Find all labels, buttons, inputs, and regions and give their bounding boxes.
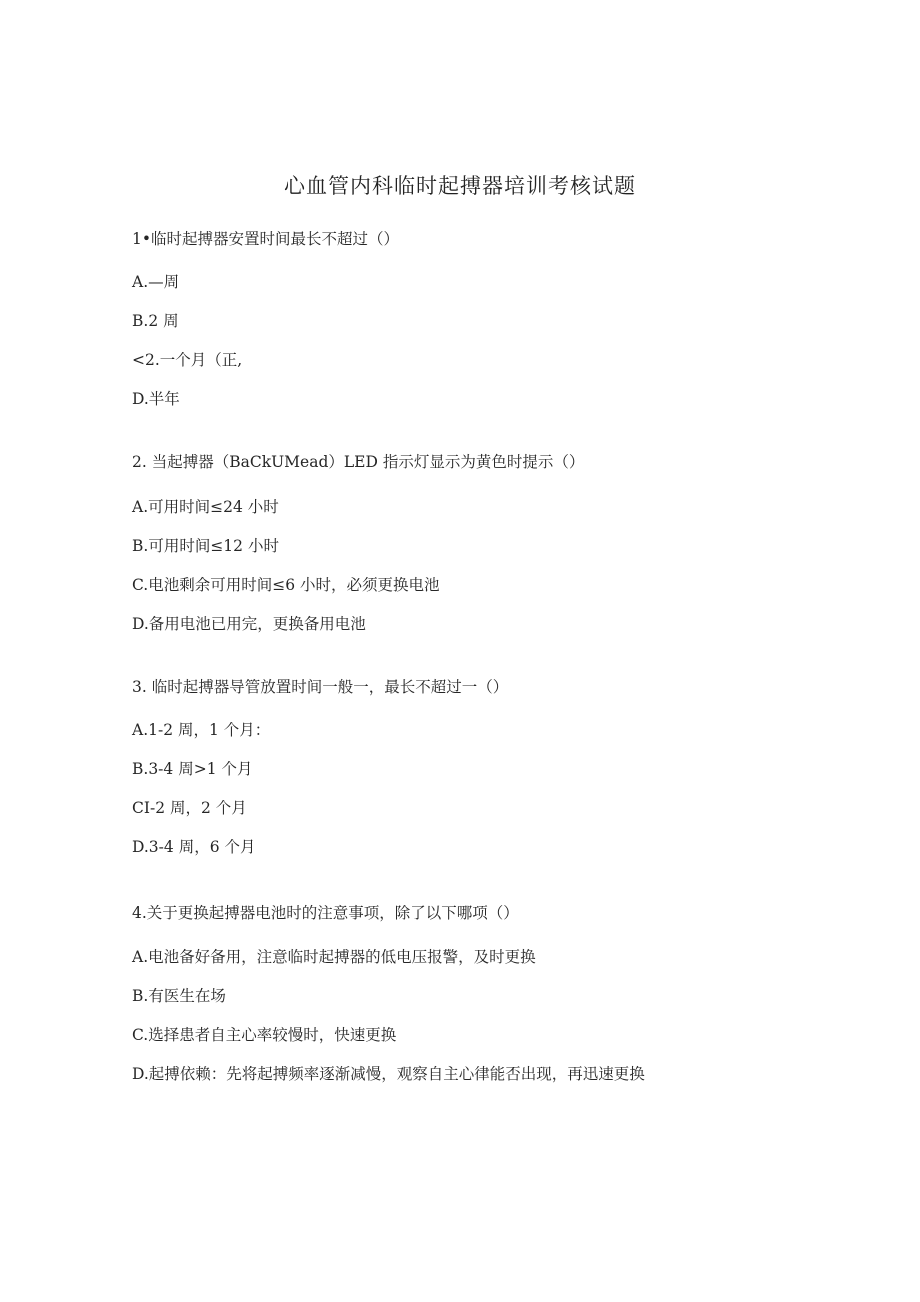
question-3-option-d: D.3-4 周，6 个月 bbox=[132, 838, 256, 856]
question-4-option-d: D.起搏依赖：先将起搏频率逐渐减慢，观察自主心律能否出现，再迅速更换 bbox=[132, 1065, 645, 1083]
question-4-option-a: A.电池备好备用，注意临时起搏器的低电压报警，及时更换 bbox=[132, 948, 536, 966]
question-2-option-a: A.可用时间≤24 小时 bbox=[132, 498, 279, 516]
question-2-option-c: C.电池剩余可用时间≤6 小时，必须更换电池 bbox=[132, 576, 440, 594]
question-1-option-b: B.2 周 bbox=[132, 312, 179, 330]
document-title: 心血管内科临时起搏器培训考核试题 bbox=[284, 174, 636, 198]
question-3-option-c: CI-2 周，2 个月 bbox=[132, 799, 247, 817]
question-1-option-c: <2.一个月（正, bbox=[132, 351, 243, 369]
question-1-option-a: A.—周 bbox=[132, 273, 180, 291]
question-3-option-b: B.3-4 周>1 个月 bbox=[132, 760, 253, 778]
question-3-stem: 3. 临时起搏器导管放置时间一般一，最长不超过一（） bbox=[132, 678, 509, 696]
question-3-option-a: A.1-2 周，1 个月： bbox=[132, 721, 271, 739]
question-2-stem: 2. 当起搏器（BaCkUMead）LED 指示灯显示为黄色时提示（） bbox=[132, 453, 585, 471]
question-1-option-d: D.半年 bbox=[132, 390, 180, 408]
question-2-option-d: D.备用电池已用完，更换备用电池 bbox=[132, 615, 366, 633]
question-4-stem: 4.关于更换起搏器电池时的注意事项，除了以下哪项（） bbox=[132, 904, 519, 922]
question-2-option-b: B.可用时间≤12 小时 bbox=[132, 537, 279, 555]
question-4-option-c: C.选择患者自主心率较慢时，快速更换 bbox=[132, 1026, 397, 1044]
question-1-stem: 1•临时起搏器安置时间最长不超过（） bbox=[132, 230, 400, 248]
question-4-option-b: B.有医生在场 bbox=[132, 987, 226, 1005]
